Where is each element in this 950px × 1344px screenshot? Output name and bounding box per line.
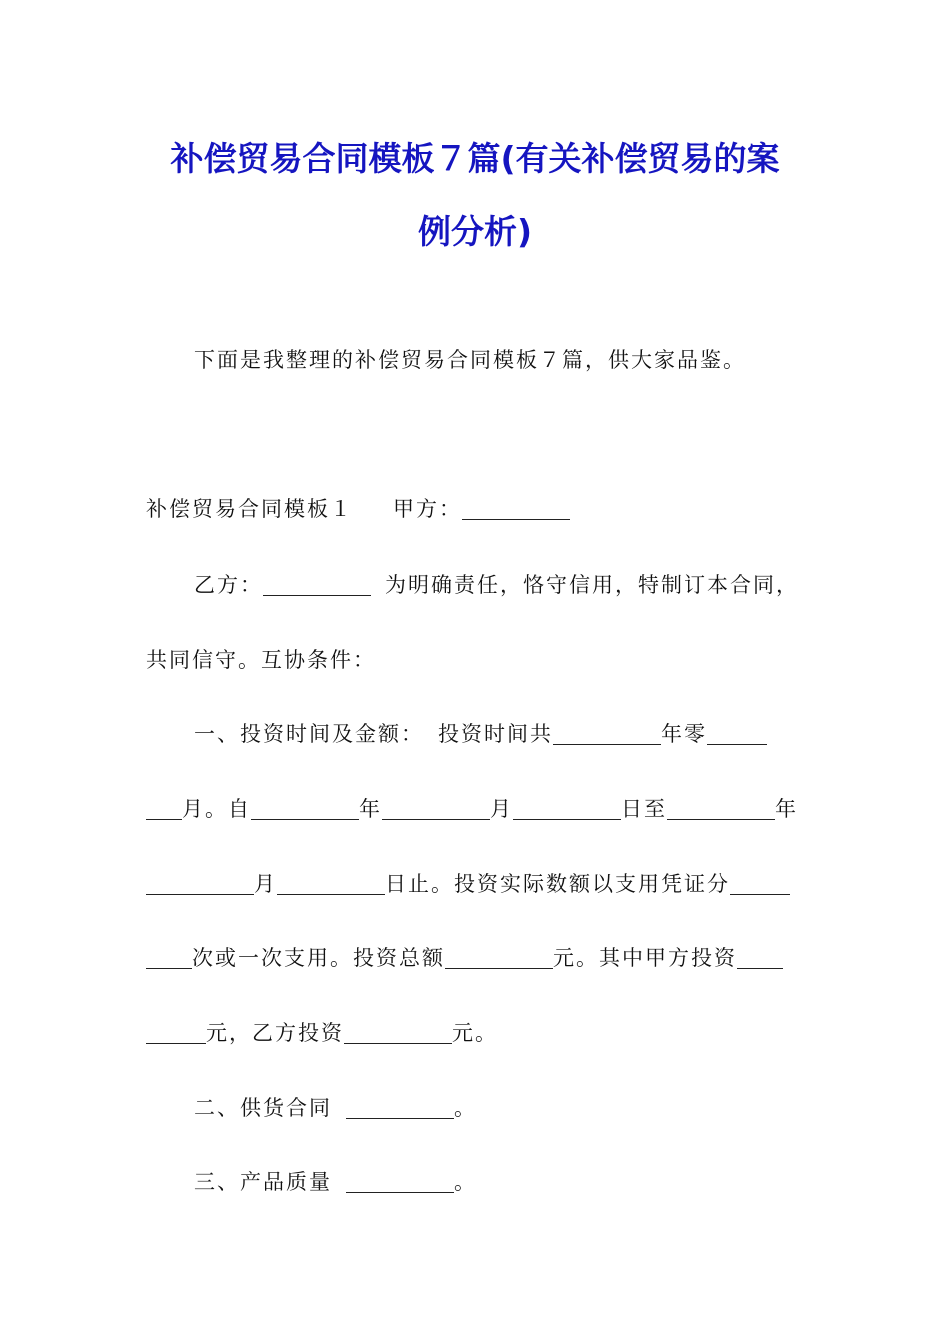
- party-a-blank: [462, 497, 570, 520]
- blank-installments-part1: [730, 872, 790, 895]
- section-1-line-2: [146, 794, 826, 824]
- section-1-line-1: [194, 719, 874, 749]
- section-3-period: 。: [454, 1170, 477, 1194]
- blank-years: [553, 722, 661, 745]
- blank-end-year: [667, 797, 775, 820]
- blank-supply-contract: [346, 1096, 454, 1119]
- blank-start-month: [382, 797, 490, 820]
- blank-installments-part2: [146, 946, 192, 969]
- blank-end-day: [277, 872, 385, 895]
- section-1-text-k: 元。其中甲方投资: [553, 946, 737, 970]
- blank-total-investment: [445, 946, 553, 969]
- blank-months-part1: [707, 722, 767, 745]
- section-1-line-3: [146, 869, 826, 899]
- intro-paragraph: [194, 345, 874, 375]
- document-title-line-1: 补偿贸易合同模板７篇(有关补偿贸易的案: [170, 139, 780, 178]
- document-title-line-2: 例分析): [417, 212, 533, 251]
- section-1-line-5: [146, 1018, 826, 1048]
- party-b-line: [194, 570, 874, 600]
- section-1-text-a: 投资时间共: [438, 722, 553, 746]
- section-1-text-l: 元，乙方投资: [206, 1021, 344, 1045]
- section-1-text-f: 日至: [621, 797, 667, 821]
- blank-start-year: [251, 797, 359, 820]
- contract-heading-line: [146, 494, 826, 524]
- party-b-label: 乙方：: [194, 573, 263, 597]
- section-1-text-i: 日止。投资实际数额以支用凭证分: [385, 872, 730, 896]
- blank-months-part2: [146, 797, 182, 820]
- section-1-text-m: 元。: [452, 1021, 498, 1045]
- section-2-title: 二、供货合同: [194, 1096, 332, 1120]
- purpose-continued-line: [146, 645, 826, 675]
- blank-product-quality: [346, 1170, 454, 1193]
- purpose-text: 为明确责任，恪守信用，特制订本合同，: [385, 573, 799, 597]
- intro-text: 下面是我整理的补偿贸易合同模板７篇，供大家品鉴。: [194, 348, 746, 372]
- blank-start-day: [513, 797, 621, 820]
- section-1-text-b: 年零: [661, 722, 707, 746]
- purpose-continued: 共同信守。互协条件：: [146, 648, 376, 672]
- section-1-text-e: 月: [490, 797, 513, 821]
- section-1-text-d: 年: [359, 797, 382, 821]
- section-2-period: 。: [454, 1096, 477, 1120]
- party-b-blank: [263, 573, 371, 596]
- section-1-title: 一、投资时间及金额：: [194, 722, 424, 746]
- party-a-label: 甲方：: [393, 497, 462, 521]
- contract-heading: 补偿贸易合同模板１: [146, 497, 353, 521]
- blank-party-a-investment-part2: [146, 1021, 206, 1044]
- blank-party-a-investment-part1: [737, 946, 783, 969]
- section-3-line: [194, 1167, 874, 1197]
- section-1-text-g: 年: [775, 797, 798, 821]
- section-2-line: [194, 1093, 874, 1123]
- section-1-text-h: 月: [254, 872, 277, 896]
- section-1-text-j: 次或一次支用。投资总额: [192, 946, 445, 970]
- section-3-title: 三、产品质量: [194, 1170, 332, 1194]
- blank-party-b-investment: [344, 1021, 452, 1044]
- section-1-text-c: 月。自: [182, 797, 251, 821]
- blank-end-month: [146, 872, 254, 895]
- section-1-line-4: [146, 943, 826, 973]
